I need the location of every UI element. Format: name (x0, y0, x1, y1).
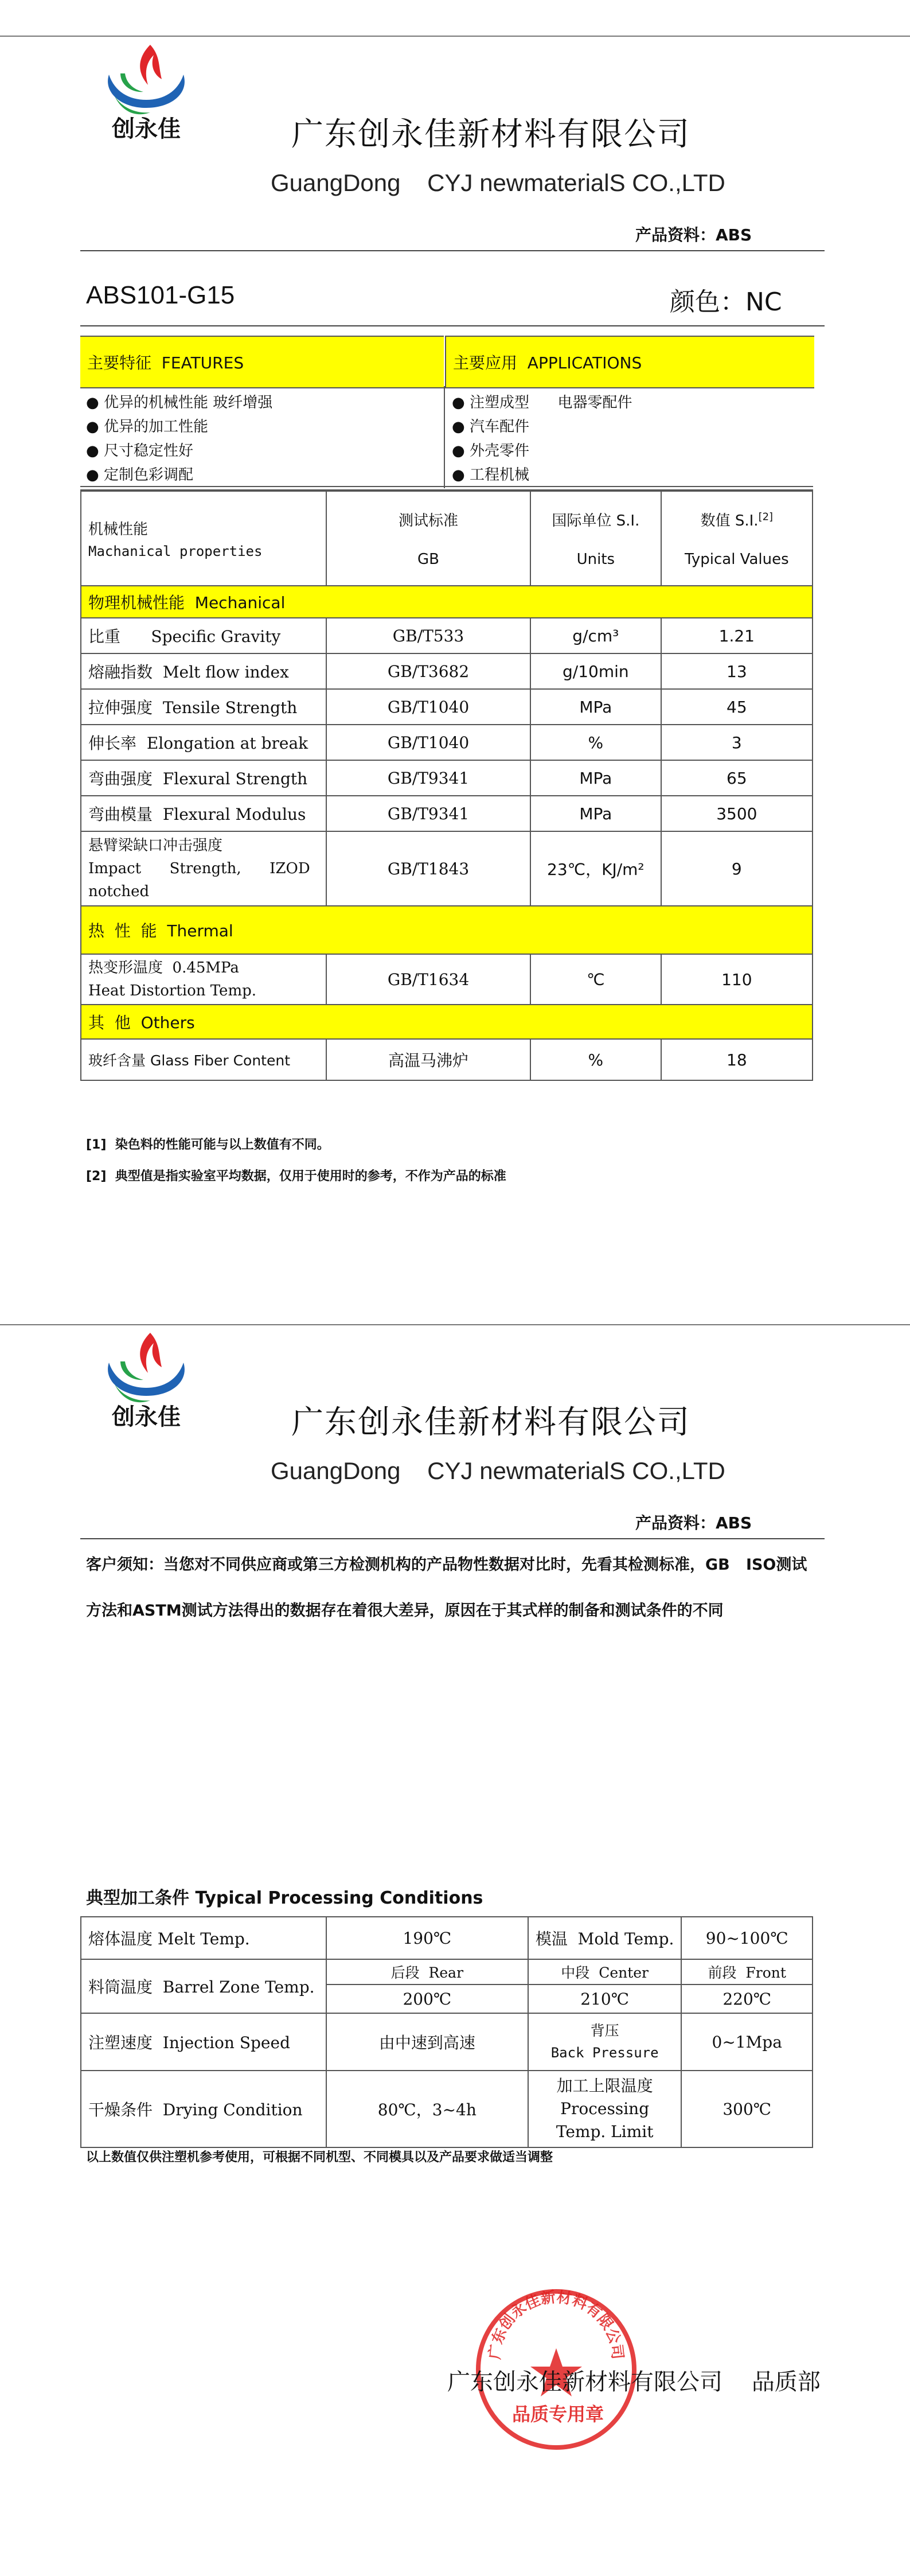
features-block (80, 336, 813, 491)
table-row: 拉伸强度 Tensile Strength GB/T1040 MPa 45 (81, 689, 813, 725)
signature-line: 广东创永佳新材料有限公司 品质部 (447, 2369, 821, 2395)
customer-notice-line2: 方法和ASTM测试方法得出的数据存在着很大差异，原因在于其式样的制备和测试条件的不同 (86, 1602, 724, 1620)
processing-title: 典型加工条件 Typical Processing Conditions (86, 1888, 483, 1908)
table-row: 熔体温度 Melt Temp. 190℃ 模温 Mold Temp. 90~100℃ (81, 1917, 813, 1959)
feature-item: ● 优异的机械性能 玻纤增强 (86, 394, 273, 411)
company-logo-icon (97, 1328, 195, 1431)
section-row-mechanical: 物理机械性能 Mechanical (81, 586, 813, 618)
company-name-cn: 广东创永佳新材料有限公司 (291, 116, 690, 153)
table-row-glass: 玻纤含量 Glass Fiber Content 高温马沸炉 % 18 (81, 1039, 813, 1080)
table-row: 200℃ 210℃ 220℃ (81, 1984, 813, 2013)
product-reference: 产品资料：ABS (635, 1513, 752, 1532)
table-row: 干燥条件 Drying Condition 80℃，3~4h 加工上限温度 Processing Temp. Limit 300℃ (81, 2071, 813, 2147)
table-row: 弯曲模量 Flexural Modulus GB/T9341 MPa 3500 (81, 796, 813, 831)
processing-footnote: 以上数值仅供注塑机参考使用，可根据不同机型、不同模具以及产品要求做适当调整 (86, 2150, 553, 2165)
header-col4: 数值 S.I.[2] Typical Values (661, 491, 813, 586)
table-row-hdt: 热变形温度 0.45MPa Heat Distortion Temp. GB/T1634 ℃ 110 (81, 954, 813, 1005)
page-divider (0, 1324, 910, 1325)
application-item: ● 汽车配件 (452, 418, 529, 435)
section-row-others: 其 他 Others (81, 1005, 813, 1039)
model-rule (80, 325, 825, 326)
header-col1: 机械性能 Machanical properties (81, 491, 326, 586)
features-header-label: 主要特征 FEATURES (87, 353, 244, 372)
section-row-thermal: 热 性 能 Thermal (81, 906, 813, 954)
header-rule (80, 250, 825, 251)
table-header-row (81, 491, 813, 586)
applications-header-label: 主要应用 APPLICATIONS (453, 353, 642, 372)
stamp-label: 品质专用章 (512, 2403, 604, 2425)
feature-item: ● 优异的加工性能 (86, 418, 208, 435)
table-row: 伸长率 Elongation at break GB/T1040 % 3 (81, 725, 813, 760)
table-row: 注塑速度 Injection Speed 由中速到高速 背压 Back Pressure 0~1Mpa (81, 2013, 813, 2071)
header-col2: 测试标准 GB (326, 491, 530, 586)
header-col3: 国际单位 S.I. Units (530, 491, 661, 586)
company-logo-icon (97, 40, 195, 143)
application-item: ● 工程机械 (452, 466, 529, 484)
svg-text:广东创永佳新材料有限公司: 广东创永佳新材料有限公司 (486, 2289, 626, 2360)
properties-table (80, 491, 813, 1081)
application-item: ● 注塑成型 电器零配件 (452, 394, 632, 411)
svg-text:创永佳: 创永佳 (112, 1404, 181, 1430)
product-reference: 产品资料：ABS (635, 225, 752, 244)
footnote-1: [1] 染色料的性能可能与以上数值有不同。 (86, 1138, 330, 1152)
company-name-en: GuangDong CYJ newmaterialS CO.,LTD (271, 169, 725, 196)
table-row: 料筒温度 Barrel Zone Temp. 后段 Rear 中段 Center 前段 Front (81, 1959, 813, 1984)
company-name-en: GuangDong CYJ newmaterialS CO.,LTD (271, 1457, 725, 1484)
processing-table (80, 1916, 813, 2148)
page-top-rule (0, 36, 910, 37)
application-item: ● 外壳零件 (452, 442, 529, 460)
product-model: ABS101-G15 (86, 281, 235, 309)
table-row-impact: 悬臂梁缺口冲击强度 Impact Strength, IZOD notched GB/T1843 23℃，KJ/m² 9 (81, 831, 813, 906)
product-color: 颜色：NC (670, 287, 782, 317)
company-name-cn: 广东创永佳新材料有限公司 (291, 1404, 690, 1441)
table-row: 比重 Specific Gravity GB/T533 g/cm³ 1.21 (81, 618, 813, 653)
table-row: 熔融指数 Melt flow index GB/T3682 g/10min 13 (81, 653, 813, 689)
svg-text:创永佳: 创永佳 (112, 116, 181, 142)
feature-item: ● 定制色彩调配 (86, 466, 193, 484)
customer-notice-line1: 客户须知：当您对不同供应商或第三方检测机构的产品物性数据对比时，先看其检测标准，GB ISO测试 (86, 1556, 807, 1574)
footnote-2: [2] 典型值是指实验室平均数据，仅用于使用时的参考，不作为产品的标准 (86, 1169, 506, 1184)
table-row: 弯曲强度 Flexural Strength GB/T9341 MPa 65 (81, 760, 813, 796)
feature-item: ● 尺寸稳定性好 (86, 442, 193, 460)
